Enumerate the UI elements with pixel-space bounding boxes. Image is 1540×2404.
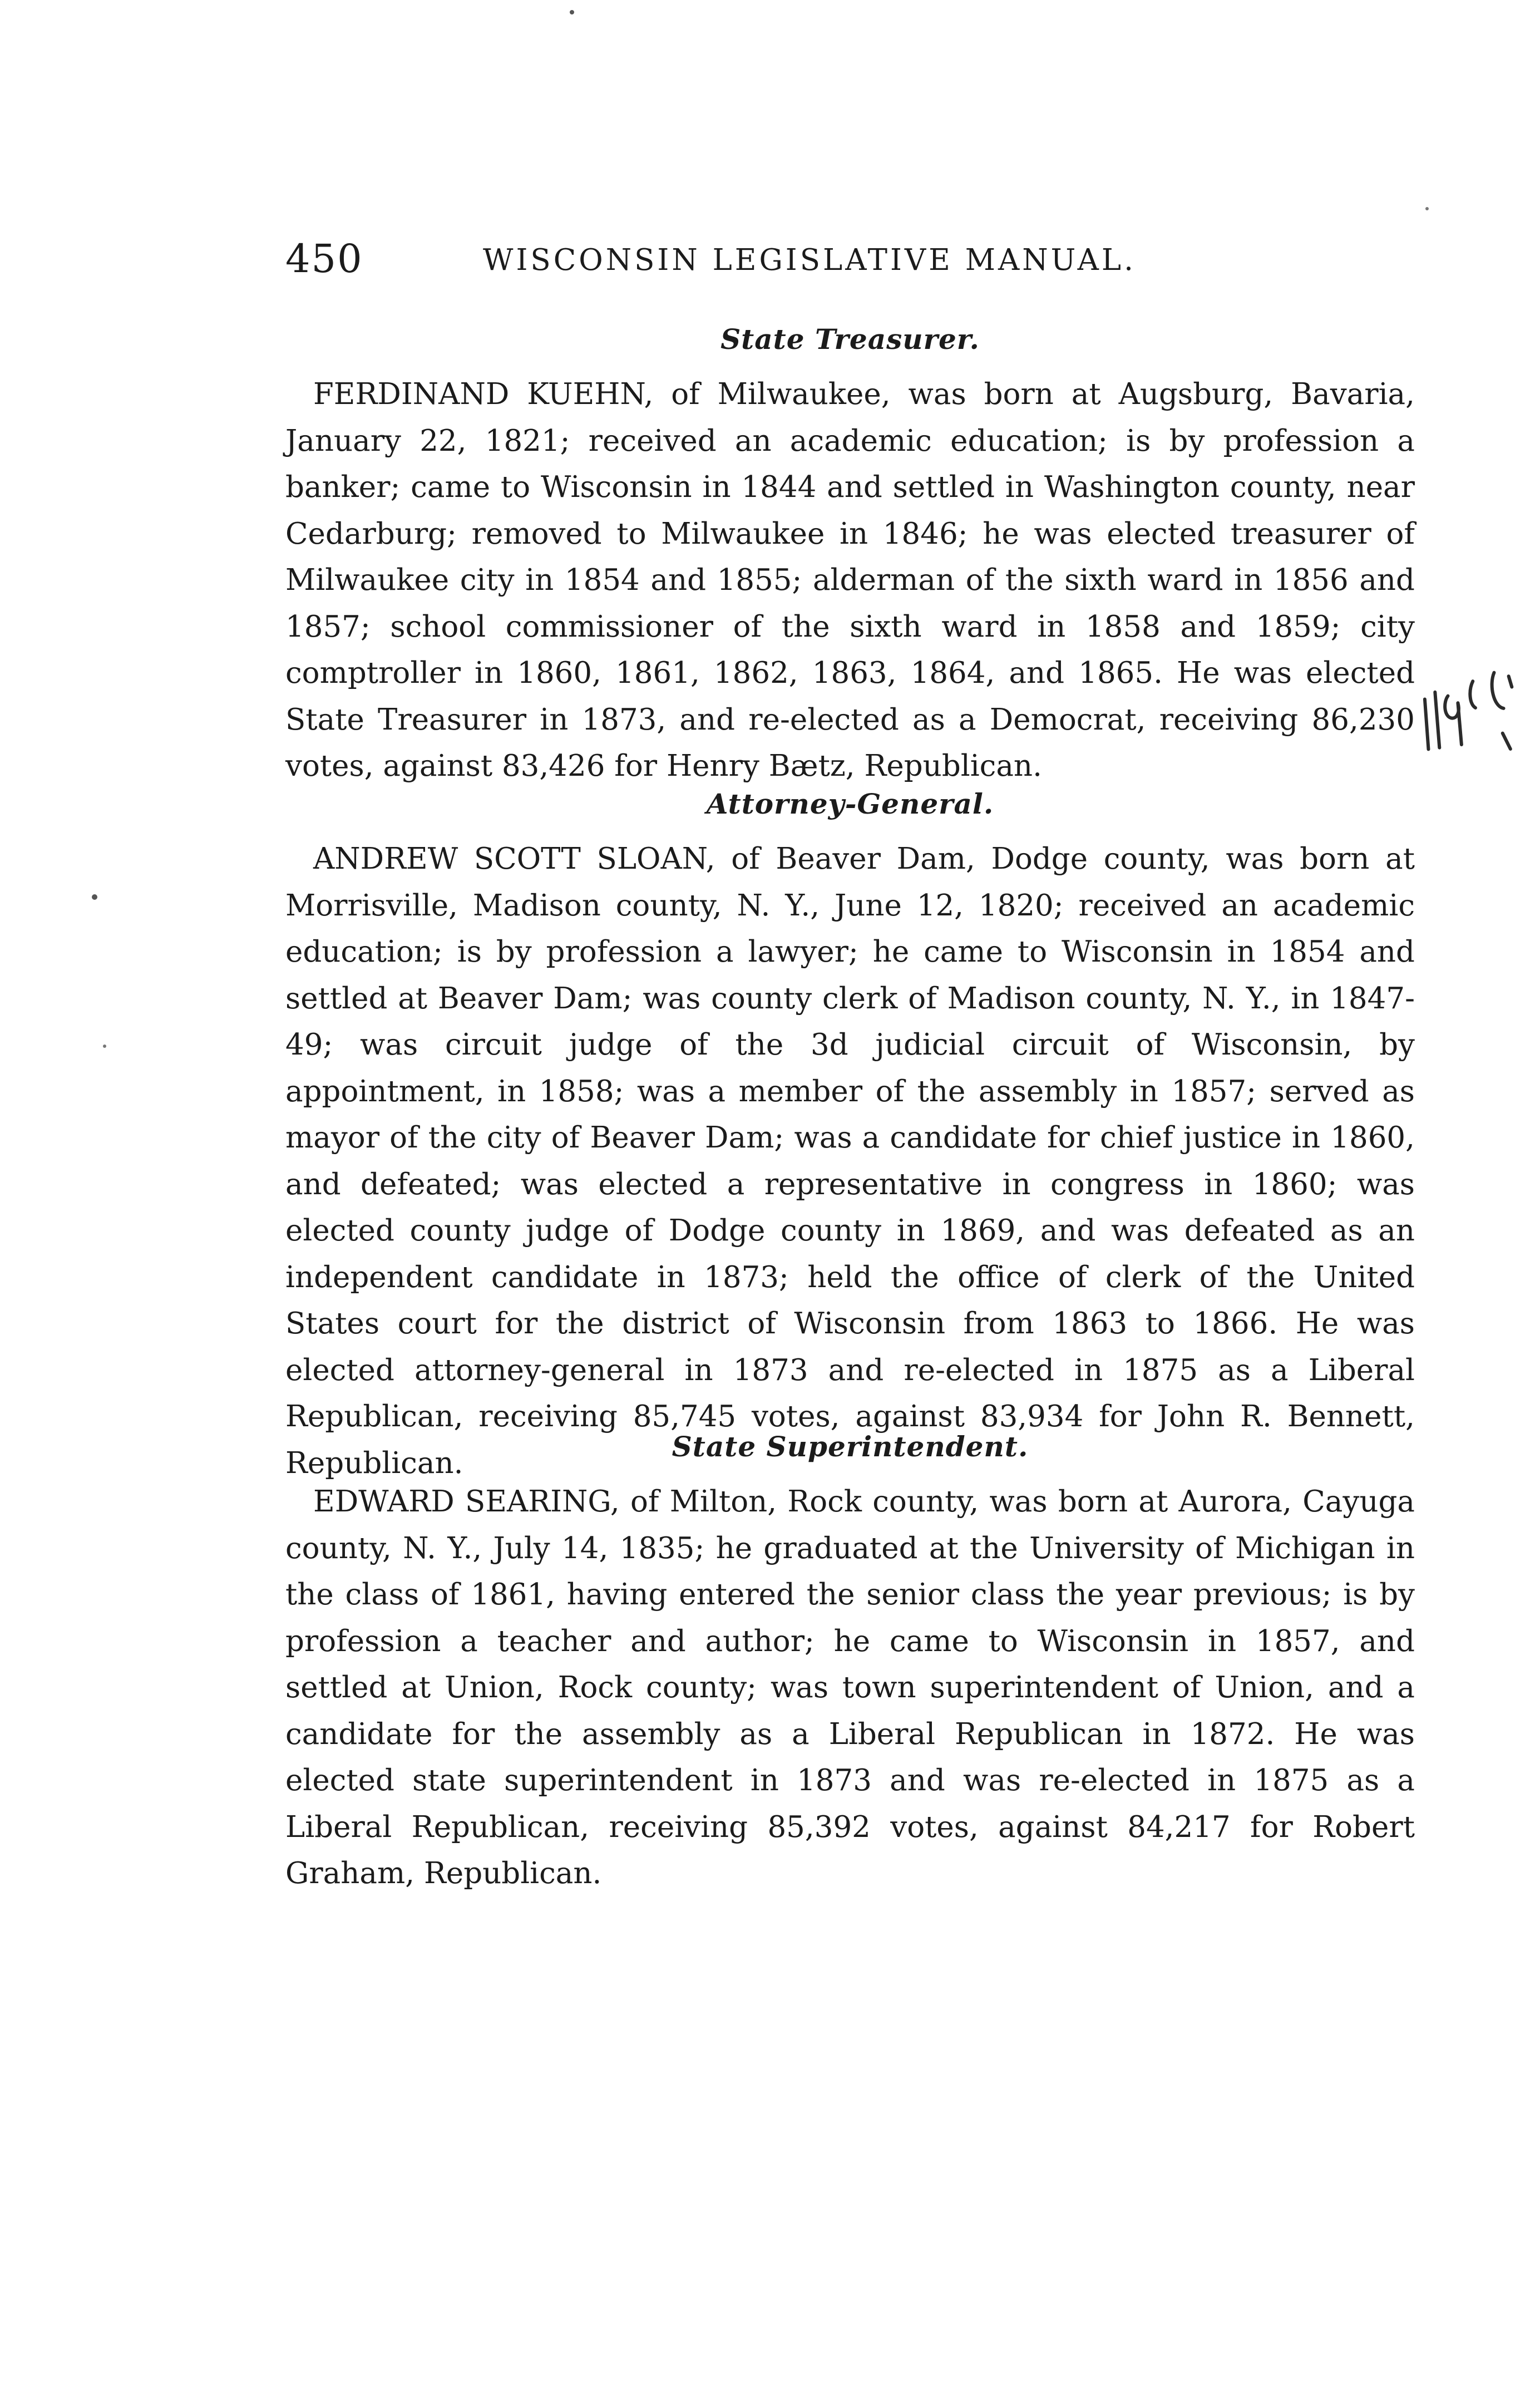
section-paragraph: ANDREW SCOTT SLOAN, of Beaver Dam, Dodge county, was born at Morrisville, Madison county, N. Y., June 12, 1820; received an academic education; is by profession a lawyer; he came to Wisconsin in 1854 and settled at Beaver Dam; was county clerk of Madison county, N. Y., in 1847-49; was circuit judge of the 3d judicial circuit of Wisconsin, by appointment, in 1858; was a member of the assembly in 1857; served as mayor of the city of Beaver Dam; was a candidate for chief justice in 1860, and defeated; was elected a representative in congress in 1860; was elected county judge of Dodge county in 1869, and was defeated as an independent candidate in 1873; held the office of clerk of the United States court for the district of Wisconsin from 1863 to 1866. He was elected attorney-general in 1873 and re-elected in 1875 as a Liberal Republican, receiving 85,745 votes, against 83,934 for John R. Bennett, Republican. bbox=[285, 842, 1415, 1480]
running-title: WISCONSIN LEGISLATIVE MANUAL. bbox=[483, 243, 1136, 277]
page-number: 450 bbox=[285, 236, 363, 282]
section-heading: Attorney-General. bbox=[706, 787, 994, 820]
section-paragraph: EDWARD SEARING, of Milton, Rock county, was born at Aurora, Cayuga county, N. Y., July 14, 1835; he graduated at the University of Michigan in the class of 1861, having entered the senior class the year previous; is by profession a teacher and author; he came to Wisconsin in 1857, and settled at Union, Rock county; was town superintendent of Union, and a candidate for the assembly as a Liberal Republican in 1872. He was elected state superintendent in 1873 and was re-elected in 1875 as a Liberal Republican, receiving 85,392 votes, against 84,217 for Robert Graham, Republican. bbox=[285, 1485, 1415, 1890]
section-heading: State Treasurer. bbox=[720, 323, 980, 356]
section-paragraph: FERDINAND KUEHN, of Milwaukee, was born at Augsburg, Bavaria, January 22, 1821; received an academic education; is by profession a banker; came to Wisconsin in 1844 and settled in Washington county, near Cedarburg; removed to Milwaukee in 1846; he was elected treasurer of Milwaukee city in 1854 and 1855; alderman of the sixth ward in 1856 and 1857; school commissioner of the sixth ward in 1858 and 1859; city comptroller in 1860, 1861, 1862, 1863, 1864, and 1865. He was elected State Treasurer in 1873, and re-elected as a Democrat, receiving 86,230 votes, against 83,426 for Henry Bætz, Republican. bbox=[285, 377, 1415, 783]
section-heading: State Superintendent. bbox=[672, 1430, 1029, 1463]
